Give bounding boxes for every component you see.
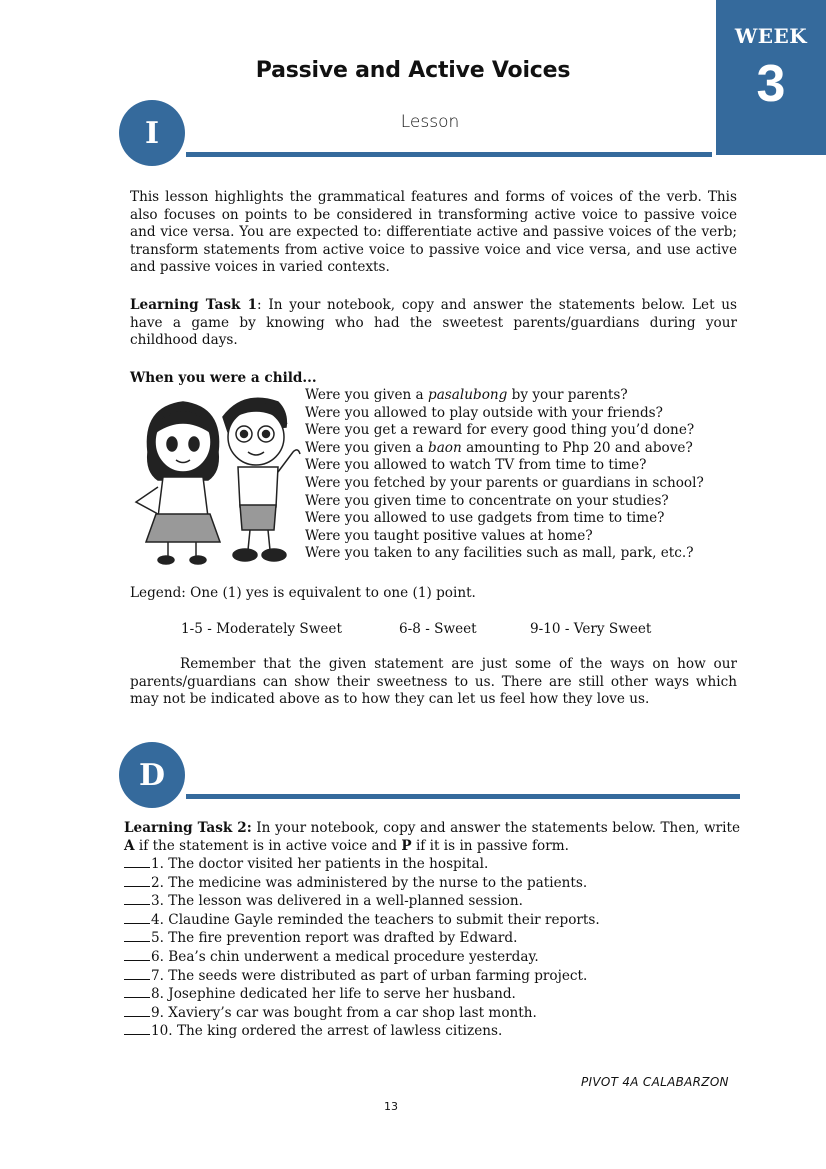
legend-text: Legend: One (1) yes is equivalent to one (1) point. [130, 585, 476, 601]
page-number: 13 [384, 1100, 398, 1113]
section-subtitle: Lesson [400, 112, 460, 132]
question-item: Were you allowed to watch TV from time to time? [305, 457, 647, 474]
answer-blank [124, 911, 150, 924]
task2-label: Learning Task 2: [124, 820, 252, 836]
question-item: Were you taught positive values at home? [305, 527, 593, 544]
question-item: Were you given a pasalubong by your parents? [305, 387, 628, 403]
question-list [305, 387, 704, 563]
question-item: Were you allowed to use gadgets from time to time? [305, 510, 665, 527]
question-item: Were you allowed to play outside with your friends? [305, 404, 663, 421]
question-item: Were you get a reward for every good thing you’d done? [305, 422, 695, 439]
task1-text: : In your notebook, copy and answer the statements below. Let us have a game by knowing who had the sweetest parents/guardians during your childhood days. [130, 297, 738, 349]
task1-label: Learning Task 1 [130, 297, 258, 313]
section-i-divider [186, 152, 712, 157]
intro-paragraph: This lesson highlights the grammatical features and forms of voices of the verb. This also focuses on points to be considered in transforming active voice to passive voice and vice versa. You are expected to: differentiate active and passive voices of the verb; transform statements from active voice to passive voice and vice versa, and use active and passive voices in varied contexts. [130, 189, 737, 276]
learning-task-1 [130, 297, 737, 350]
statement-item: 5. The fire prevention report was drafted by Edward. [124, 929, 600, 948]
statement-item: 1. The doctor visited her patients in the hospital. [124, 855, 600, 874]
question-item: Were you given a baon amounting to Php 20 and above? [305, 439, 693, 456]
child-heading: When you were a child... [130, 370, 317, 386]
statement-item: 2. The medicine was administered by the nurse to the patients. [124, 874, 600, 893]
answer-blank [124, 855, 150, 868]
section-d-badge [119, 742, 185, 808]
statement-item: 10. The king ordered the arrest of lawless citizens. [124, 1022, 600, 1041]
children-illustration [128, 392, 303, 568]
statement-item: 3. The lesson was delivered in a well-planned session. [124, 892, 600, 911]
statement-item: 9. Xaviery’s car was bought from a car shop last month. [124, 1004, 600, 1023]
section-d-divider [186, 794, 740, 799]
girl-figure [136, 402, 220, 564]
scale-moderately-sweet: 1-5 - Moderately Sweet [181, 621, 342, 637]
statement-item: 7. The seeds were distributed as part of urban farming project. [124, 967, 600, 986]
section-d-letter: D [138, 757, 165, 793]
week-label: WEEK [734, 24, 808, 48]
learning-task-2: Learning Task 2: In your notebook, copy and answer the statements below. Then, write A if the statement is in active voice and P if it is in passive form. [124, 820, 740, 854]
statement-list [124, 855, 600, 1041]
scale-very-sweet: 9-10 - Very Sweet [530, 621, 652, 637]
question-item: Were you given time to concentrate on your studies? [305, 492, 669, 509]
remember-paragraph: Remember that the given statement are just some of the ways on how our parents/guardians can show their sweetness to us. There are still other ways which may not be indicated above as to how they can let us feel how they love us. [130, 656, 737, 708]
footer-brand: PIVOT 4A CALABARZON [581, 1075, 729, 1089]
scale-sweet: 6-8 - Sweet [399, 621, 477, 637]
question-item: Were you fetched by your parents or guardians in school? [305, 474, 704, 491]
question-item: Were you taken to any facilities such as mall, park, etc.? [305, 545, 694, 562]
section-i-letter: I [144, 115, 160, 151]
answer-blank [124, 874, 150, 887]
answer-blank [124, 1004, 150, 1017]
answer-blank [124, 985, 150, 998]
page-title: Passive and Active Voices [255, 58, 571, 83]
statement-item: 6. Bea’s chin underwent a medical procedure yesterday. [124, 948, 600, 967]
answer-blank [124, 1022, 150, 1035]
answer-blank [124, 929, 150, 942]
answer-blank [124, 948, 150, 961]
boy-figure [223, 398, 300, 561]
answer-blank [124, 967, 150, 980]
week-number: 3 [756, 55, 786, 113]
statement-item: 8. Josephine dedicated her life to serve her husband. [124, 985, 600, 1004]
answer-blank [124, 892, 150, 905]
statement-item: 4. Claudine Gayle reminded the teachers to submit their reports. [124, 911, 600, 930]
section-i-badge [119, 100, 185, 166]
